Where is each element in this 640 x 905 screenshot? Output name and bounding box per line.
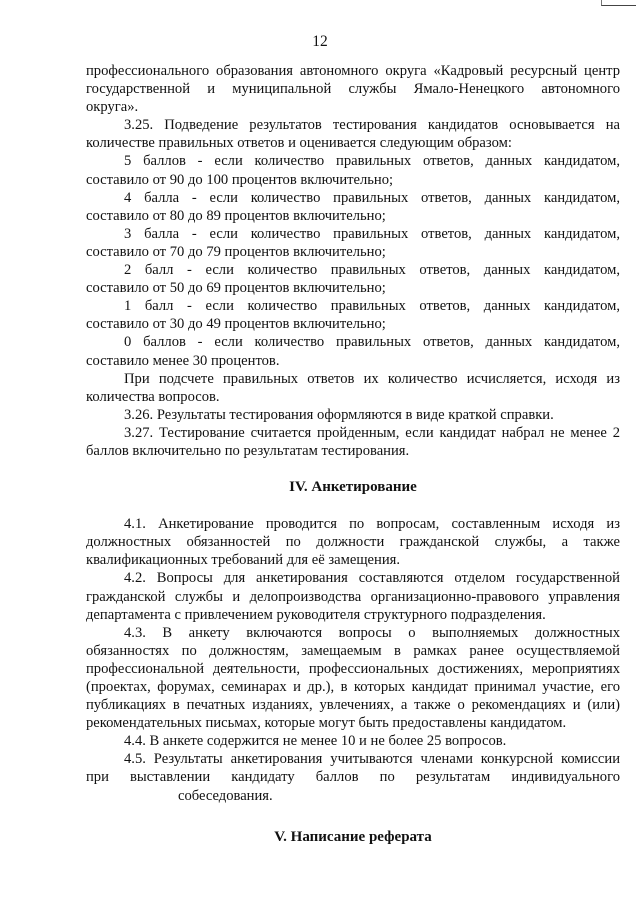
text-line: государственной и муниципальной службы Ямало-Ненецкого автономного bbox=[86, 81, 620, 98]
text-line: 3 балла - если количество правильных ответов, данных кандидатом, bbox=[124, 225, 620, 242]
text-line: (проектах, форумах, семинарах и др.), в которых кандидат принимал участие, его bbox=[86, 679, 620, 695]
text-line: гражданской службы и делопроизводства организационно-правового управления bbox=[86, 588, 620, 605]
text-line: обязанностях по должностям, замещаемым в рамках ранее осуществляемой bbox=[86, 642, 620, 659]
text-line: количестве правильных ответов и оценивается следующим образом: bbox=[86, 135, 512, 152]
text-line: 4.1. Анкетирование проводится по вопросам, составленным исходя из bbox=[124, 516, 620, 533]
text-line: рекомендательных письмах, которые могут быть предоставлены кандидатом. bbox=[86, 715, 567, 732]
text-line: при выставлении кандидату баллов по результатам индивидуального bbox=[86, 769, 620, 786]
text-line: публикациях в печатных изданиях, увлечениях, а также о рекомендациях и (или) bbox=[86, 697, 620, 714]
text-line: 4.4. В анкете содержится не менее 10 и не более 25 вопросов. bbox=[124, 733, 507, 750]
text-line: составило от 30 до 49 процентов включительно; bbox=[86, 316, 386, 333]
text-line: 3.26. Результаты тестирования оформляются в виде краткой справки. bbox=[124, 406, 554, 423]
text-line: 4.5. Результаты анкетирования учитываются членами конкурсной комиссии bbox=[124, 751, 620, 768]
text-line: 5 баллов - если количество правильных ответов, данных кандидатом, bbox=[124, 153, 620, 170]
text-line: 4.3. В анкету включаются вопросы о выполняемых должностных bbox=[124, 624, 620, 641]
text-line: квалификационных требований для её замещения. bbox=[86, 552, 401, 569]
text-line: собеседования. bbox=[178, 787, 273, 804]
text-line: составило от 50 до 69 процентов включительно; bbox=[86, 280, 386, 297]
text-line: 2 балл - если количество правильных ответов, данных кандидатом, bbox=[124, 262, 620, 279]
text-line: 0 баллов - если количество правильных ответов, данных кандидатом, bbox=[124, 334, 620, 351]
text-line: 4.2. Вопросы для анкетирования составляются отделом государственной bbox=[124, 570, 620, 587]
text-line: департамента с привлечением руководителя структурного подразделения. bbox=[86, 606, 546, 623]
text-line: 1 балл - если количество правильных ответов, данных кандидатом, bbox=[124, 298, 620, 315]
text-line: 3.27. Тестирование считается пройденным, если кандидат набрал не менее 2 bbox=[124, 424, 620, 441]
corner-scan-mark bbox=[601, 0, 636, 6]
text-line: профессиональной деятельности, профессиональных достижениях, мероприятиях bbox=[86, 660, 620, 677]
text-line: составило от 90 до 100 процентов включительно; bbox=[86, 171, 394, 188]
text-line: баллов включительно по результатам тестирования. bbox=[86, 442, 410, 459]
document-body bbox=[86, 62, 620, 846]
text-line: количества вопросов. bbox=[86, 388, 220, 405]
text-line: округа». bbox=[86, 99, 139, 116]
text-line: При подсчете правильных ответов их количество исчисляется, исходя из bbox=[124, 370, 620, 387]
section-heading-iv: IV. Анкетирование bbox=[289, 479, 417, 496]
text-line: должностных обязанностей по должности гражданской службы, а также bbox=[86, 534, 620, 551]
text-line: 4 балла - если количество правильных ответов, данных кандидатом, bbox=[124, 189, 620, 206]
text-line: профессионального образования автономного округа «Кадровый ресурсный центр bbox=[86, 63, 620, 79]
section-heading-v: V. Написание реферата bbox=[274, 828, 432, 845]
page-number: 12 bbox=[312, 33, 328, 50]
text-line: составило от 80 до 89 процентов включительно; bbox=[86, 207, 386, 224]
text-line: составило менее 30 процентов. bbox=[86, 352, 280, 369]
text-line: составило от 70 до 79 процентов включительно; bbox=[86, 243, 386, 260]
text-line: 3.25. Подведение результатов тестирования кандидатов основывается на bbox=[124, 117, 620, 134]
